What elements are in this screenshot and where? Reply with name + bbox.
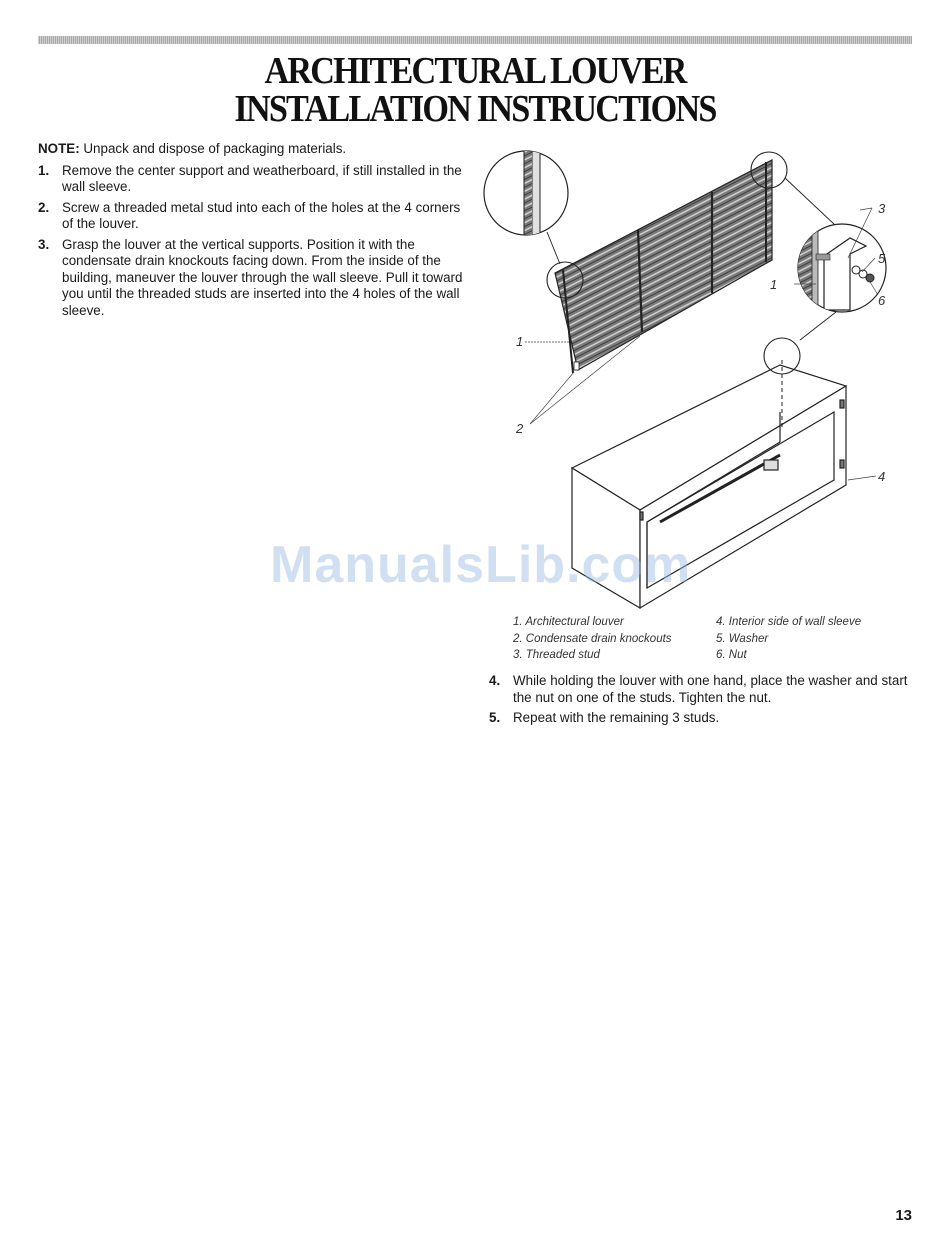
legend-item: 1. Architectural louver — [513, 616, 624, 628]
callout-2: 2 — [516, 421, 524, 436]
step-number: 2. — [38, 199, 50, 215]
step-text: Grasp the louver at the vertical supports. Position it with the condensate drain knockouts facing down. From the inside of the building, maneuver the louver through the wall sleeve. Pull it toward you until the threaded studs are inserted into the 4 holes of the wall sleeve. — [62, 236, 463, 318]
legend-item: 5. Washer — [716, 632, 769, 645]
step-item — [489, 673, 914, 706]
step-number: 1. — [38, 162, 50, 178]
louver-diagram — [480, 150, 920, 615]
note — [38, 141, 468, 158]
watermark: ManualsLib.com — [270, 536, 692, 594]
right-column — [489, 673, 914, 731]
legend-item: 4. Interior side of wall sleeve — [716, 616, 862, 628]
step-item — [38, 237, 468, 320]
step-text: Repeat with the remaining 3 studs. — [513, 710, 720, 725]
detail-circle-top — [484, 150, 568, 240]
callout-1-left: 1 — [516, 334, 524, 349]
step-number: 4. — [489, 673, 501, 688]
detail-circle-right — [798, 220, 886, 320]
callout-4: 4 — [878, 469, 886, 484]
callout-1-right: 1 — [770, 277, 778, 292]
step-number: 5. — [489, 710, 501, 725]
callout-5: 5 — [878, 251, 886, 266]
page-number: 13 — [895, 1207, 912, 1224]
legend-item: 2. Condensate drain knockouts — [513, 632, 672, 645]
steps-list-right — [489, 673, 914, 727]
left-column — [38, 141, 468, 323]
note-label: NOTE: — [38, 141, 80, 156]
step-item — [489, 710, 914, 727]
legend-column-right — [716, 614, 861, 664]
callout-6: 6 — [878, 293, 886, 308]
note-text: Unpack and dispose of packaging materials. — [79, 141, 347, 156]
step-text: Screw a threaded metal stud into each of the holes at the 4 corners of the louver. — [62, 199, 461, 231]
title-line-2: INSTALLATION INSTRUCTIONS — [234, 88, 716, 130]
steps-list-left — [38, 163, 468, 320]
page-title — [48, 52, 903, 128]
step-item — [38, 200, 468, 233]
step-number: 3. — [38, 236, 50, 252]
step-item — [38, 163, 468, 196]
step-text: While holding the louver with one hand, place the washer and start the nut on one of the studs. Tighten the nut. — [513, 673, 908, 705]
legend-item: 6. Nut — [716, 649, 747, 661]
step-text: Remove the center support and weatherboard, if still installed in the wall sleeve. — [62, 162, 462, 194]
top-rule — [38, 36, 912, 44]
legend-column-left — [513, 614, 672, 664]
wall-sleeve — [572, 365, 846, 608]
louver-panel — [555, 160, 772, 373]
callout-3: 3 — [878, 201, 886, 216]
legend-item: 3. Threaded stud — [513, 649, 600, 661]
title-line-1: ARCHITECTURAL LOUVER — [264, 50, 686, 92]
